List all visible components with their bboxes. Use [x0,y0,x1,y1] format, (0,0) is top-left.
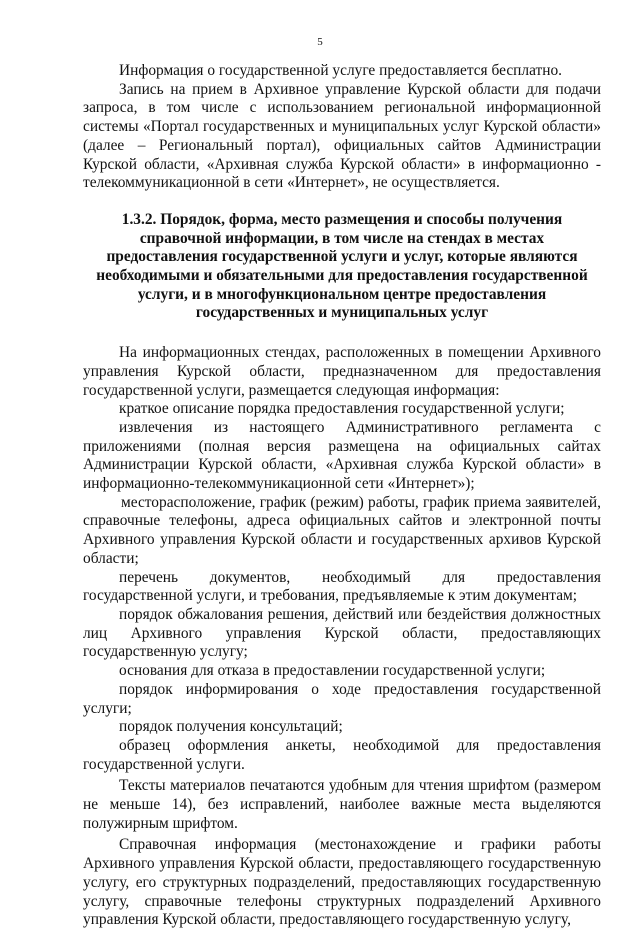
list-item-appeal-procedure: порядок обжалования решения, действий или бездействия должностных лиц Архивного управления Курской области, предоставляющих государственную услугу; [83,605,601,661]
paragraph-appointment: Запись на прием в Архивное управление Курской области для подачи запроса, в том числе с использованием региональной информационной системы «Портал государственных и муниципальных услуг Курской области» (далее – Региональный портал), официальных сайтов Администрации Курской области, «Архивная служба Курской области» в информационно - телекоммуникационной в сети «Интернет», не осуществляется. [83,80,601,192]
section-heading: 1.3.2. Порядок, форма, место размещения и способы получения справочной информации, в том числе на стендах в местах предоставления государственной услуги и услуг, которые являются необходимыми и обязательными для предоставления государственной услуги, и в многофункциональном центре предоставления государственных и муниципальных услуг [96,210,588,322]
list-item-consultations: порядок получения консультаций; [119,718,343,736]
list-item-progress-info: порядок информирования о ходе предоставления государственной услуги; [83,680,601,717]
paragraph-font-requirements: Тексты материалов печатаются удобным для чтения шрифтом (размером не меньше 14), без исправлений, наиболее важные места выделяются полужирным шрифтом. [83,777,601,832]
paragraph-fee: Информация о государственной услуге предоставляется бесплатно. [119,62,563,79]
paragraph-stands-intro: На информационных стендах, расположенных в помещении Архивного управления Курской области, предназначенном для предоставления государственной услуги, размещается следующая информация: [83,344,601,399]
page-number: 5 [317,36,323,48]
list-item-form-sample: образец оформления анкеты, необходимой для предоставления государственной услуги. [83,736,601,773]
paragraph-reference-info: Справочная информация (местонахождение и графики работы Архивного управления Курской области, предоставляющего государственную услугу, его структурных подразделений, предоставляющих государственную услугу, справочные телефоны структурных подразделений Архивного управления Курской области, предоставляющего государственную услугу, [83,836,601,929]
list-item-location-schedule: месторасположение, график (режим) работы, график приема заявителей, справочные телефоны, адреса официальных сайтов и электронной почты Архивного управления Курской области и государственных архивов Курской области; [83,493,601,567]
list-item-document-list: перечень документов, необходимый для предоставления государственной услуги, и требования, предъявляемые к этим документам; [83,568,601,605]
list-item-procedure-summary: краткое описание порядка предоставления государственной услуги; [119,400,565,418]
list-item-regulation-extracts: извлечения из настоящего Административного регламента с приложениями (полная версия размещена на официальных сайтах Администрации Курской области, «Архивная служба Курской области» в информационно-телекоммуникационной сети «Интернет»); [83,418,601,493]
list-item-refusal-grounds: основания для отказа в предоставлении государственной услуги; [119,662,546,680]
document-body [83,62,601,930]
